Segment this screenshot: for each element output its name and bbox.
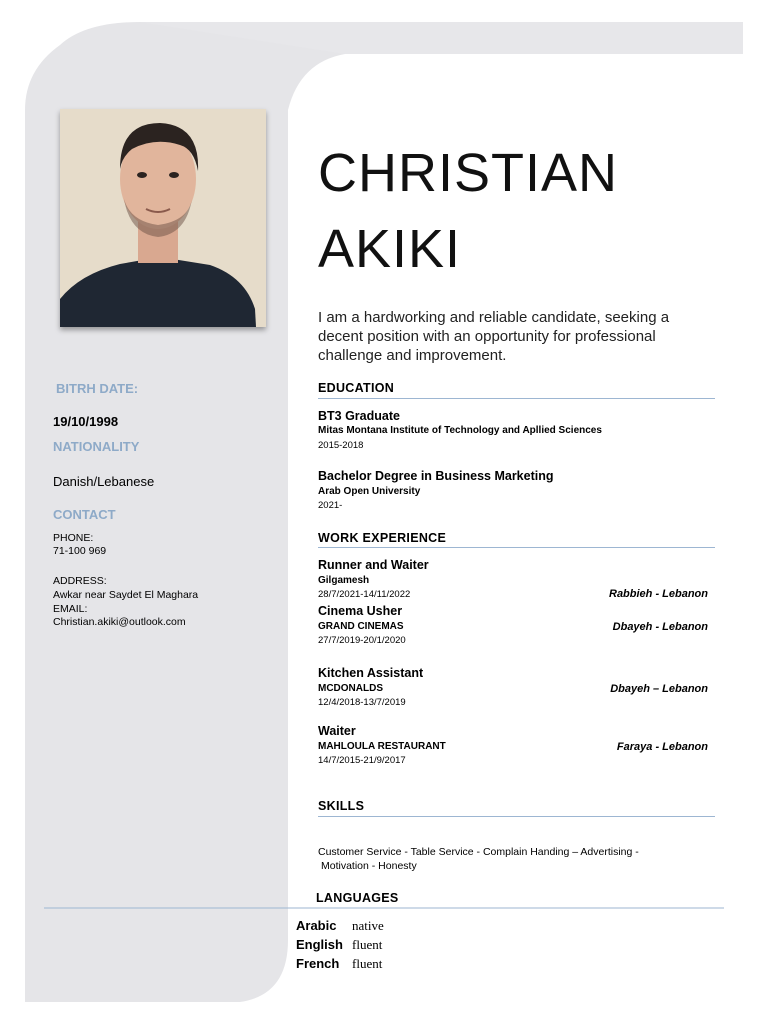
language-level: fluent [352,956,383,971]
phone-label: PHONE: [53,532,94,544]
language-name: Arabic [296,918,337,933]
job-location: Faraya - Lebanon [616,741,708,753]
job-dates: 28/7/2021-14/11/2022 [318,589,411,600]
job-company: MCDONALDS [318,683,383,694]
education-degree: BT3 Graduate [318,409,400,423]
job-role: Waiter [318,724,356,738]
address-value: Awkar near Saydet El Maghara [53,589,199,601]
job-location: Rabbieh - Lebanon [609,588,708,600]
contact-label: CONTACT [53,507,116,522]
education-rule [318,398,715,399]
first-name: CHRISTIAN [318,143,619,203]
summary-text: I am a hardworking and reliable candidate, seeking a decent position with an opportunity for professional challenge and improvement. [318,309,670,364]
birth-date-label: BITRH DATE: [56,381,139,396]
job-dates: 27/7/2019-20/1/2020 [318,635,406,646]
skills-rule [318,816,715,817]
last-name: AKIKI [318,219,462,279]
job-role: Cinema Usher [318,604,403,618]
job-dates: 14/7/2015-21/9/2017 [318,755,406,766]
job-company: GRAND CINEMAS [318,621,404,632]
job-role: Runner and Waiter [318,558,429,572]
address-label: ADDRESS: [53,575,107,587]
languages-heading: LANGUAGES [316,891,399,905]
job-location: Dbayeh – Lebanon [610,683,708,695]
education-years: 2015-2018 [318,440,364,451]
language-name: French [296,956,340,971]
nationality-value: Danish/Lebanese [53,474,155,489]
work-heading: WORK EXPERIENCE [318,531,447,545]
education-degree: Bachelor Degree in Business Marketing [318,469,554,483]
skills-heading: SKILLS [318,799,365,813]
birth-date-value: 19/10/1998 [53,414,119,429]
skills-line: Customer Service - Table Service - Complain Handing – Advertising - [318,846,639,858]
language-level: fluent [352,937,383,952]
profile-photo [60,109,266,327]
work-rule [318,547,715,548]
job-company: Gilgamesh [318,575,370,586]
phone-value: 71-100 969 [53,545,107,557]
email-value: Christian.akiki@outlook.com [53,616,186,628]
education-school: Arab Open University [318,486,421,497]
skills-line: Motivation - Honesty [321,860,417,872]
education-school: Mitas Montana Institute of Technology and Apllied Sciences [318,425,602,436]
job-dates: 12/4/2018-13/7/2019 [318,697,406,708]
job-company: MAHLOULA RESTAURANT [318,741,446,752]
email-label: EMAIL: [53,603,88,615]
education-heading: EDUCATION [318,381,395,395]
education-years: 2021- [318,500,343,511]
job-role: Kitchen Assistant [318,666,424,680]
job-location: Dbayeh - Lebanon [612,621,708,633]
language-name: English [296,937,343,952]
nationality-label: NATIONALITY [53,439,140,454]
language-level: native [352,918,384,933]
